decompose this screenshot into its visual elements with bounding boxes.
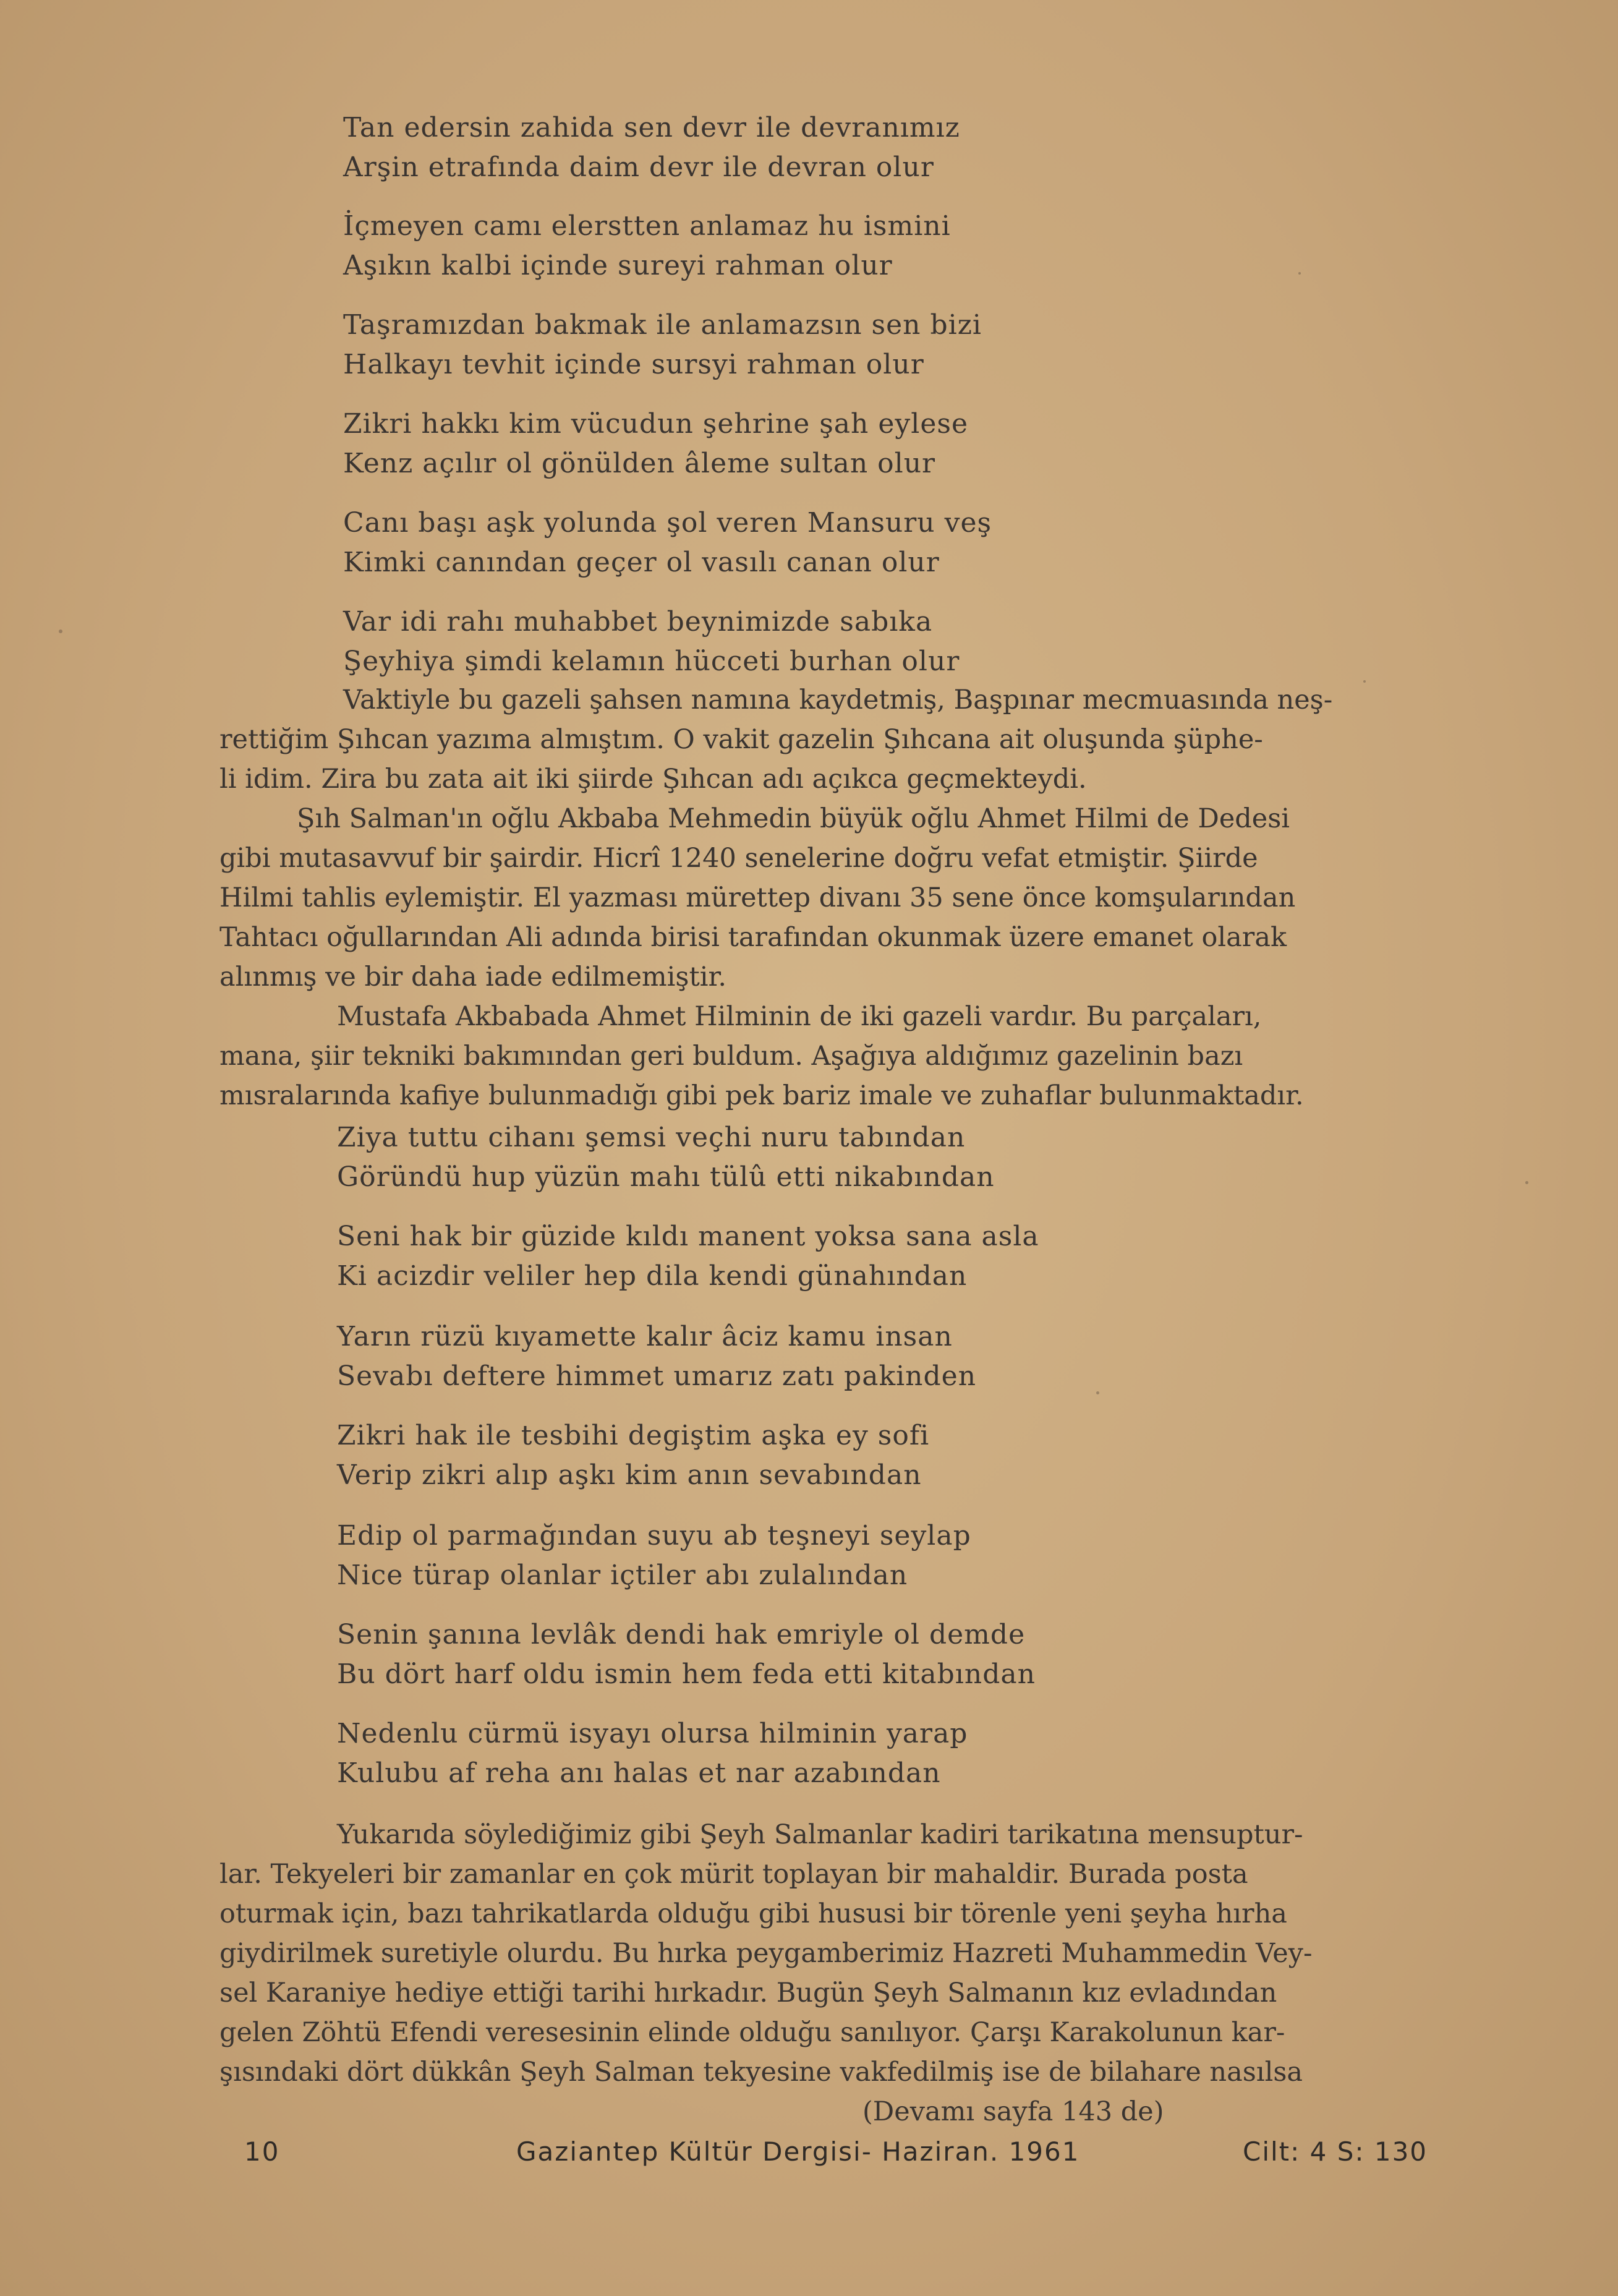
page-number: 10 [244, 2136, 280, 2167]
poem-line: Var idi rahı muhabbet beynimizde sabıka [343, 606, 933, 638]
poem-line: Verip zikri alıp aşkı kim anın sevabından [337, 1459, 922, 1491]
poem-couplet [337, 1615, 1036, 1694]
poem-couplet [337, 1714, 968, 1793]
prose-line: gibi mutasavvuf bir şairdir. Hicrî 1240 senelerine doğru vefat etmiştir. Şiirde [219, 843, 1258, 874]
prose-line: rettiğim Şıhcan yazıma almıştım. O vakit gazelin Şıhcana ait oluşunda şüphe- [219, 724, 1263, 755]
poem-line: Sevabı deftere himmet umarız zatı pakinden [337, 1360, 977, 1392]
poem-line: Taşramızdan bakmak ile anlamazsın sen bizi [343, 309, 982, 341]
poem-couplet [337, 1217, 1039, 1296]
poem-couplet [337, 1516, 971, 1595]
poem-line: Kimki canından geçer ol vasılı canan olur [343, 547, 940, 578]
poem-couplet [343, 305, 982, 385]
poem-line: Canı başı aşk yolunda şol veren Mansuru veş [343, 507, 992, 539]
poem-couplet [337, 1118, 995, 1197]
poem-couplet [337, 1416, 929, 1495]
poem-line: İçmeyen camı elerstten anlamaz hu ismini [343, 210, 951, 242]
poem-line: Ki acizdir veliler hep dila kendi günahından [337, 1260, 968, 1292]
prose-line: Tahtacı oğullarından Ali adında birisi tarafından okunmak üzere emanet olarak [219, 922, 1287, 953]
poem-line: Zikri hak ile tesbihi degiştim aşka ey sofi [337, 1420, 930, 1451]
poem-line: Bu dört harf oldu ismin hem feda etti kitabından [337, 1658, 1036, 1690]
poem-line: Zikri hakkı kim vücudun şehrine şah eylese [343, 408, 968, 440]
prose-line: Şıh Salman'ın oğlu Akbaba Mehmedin büyük oğlu Ahmet Hilmi de Dedesi [297, 803, 1290, 834]
prose-line: Mustafa Akbabada Ahmet Hilminin de iki gazeli vardır. Bu parçaları, [337, 1001, 1262, 1032]
commentary-paragraph-two [219, 1815, 1312, 2132]
prose-line: giydirilmek suretiyle olurdu. Bu hırka peygamberimiz Hazreti Muhammedin Vey- [219, 1938, 1313, 1969]
poem-couplet [343, 602, 960, 681]
print-speck [1096, 1391, 1099, 1394]
volume-issue: Cilt: 4 S: 130 [1243, 2136, 1428, 2167]
poem-line: Tan edersin zahida sen devr ile devranımız [343, 112, 960, 143]
prose-line: şısındaki dört dükkân Şeyh Salman tekyesine vakfedilmiş ise de bilahare nasılsa [219, 2057, 1303, 2088]
prose-line: oturmak için, bazı tahrikatlarda olduğu gibi hususi bir törenle yeni şeyha hırha [219, 1898, 1287, 1929]
poem-couplet [343, 207, 951, 286]
prose-line: Hilmi tahlis eylemiştir. El yazması mürettep divanı 35 sene önce komşularından [219, 882, 1296, 913]
continued-note: (Devamı sayfa 143 de) [862, 2096, 1164, 2127]
poem-line: Aşıkın kalbi içinde sureyi rahman olur [343, 250, 893, 281]
prose-line: Yukarıda söylediğimiz gibi Şeyh Salmanlar kadiri tarikatına mensuptur- [337, 1819, 1303, 1850]
poem-line: Nedenlu cürmü isyayı olursa hilminin yarap [337, 1718, 968, 1749]
poem-line: Yarın rüzü kıyamette kalır âciz kamu insan [337, 1321, 953, 1352]
poem-line: Ziya tuttu cihanı şemsi veçhi nuru tabından [337, 1122, 966, 1153]
prose-line: mısralarında kafiye bulunmadığı gibi pek bariz imale ve zuhaflar bulunmaktadır. [219, 1080, 1304, 1111]
poem-line: Kenz açılır ol gönülden âleme sultan olur [343, 448, 936, 479]
poem-line: Göründü hup yüzün mahı tülû etti nikabından [337, 1161, 995, 1193]
prose-line: lar. Tekyeleri bir zamanlar en çok mürit toplayan bir mahaldir. Burada posta [219, 1859, 1248, 1890]
prose-line: li idim. Zira bu zata ait iki şiirde Şıhcan adı açıkca geçmekteydi. [219, 764, 1087, 795]
prose-line: alınmış ve bir daha iade edilmemiştir. [219, 962, 727, 992]
prose-line: gelen Zöhtü Efendi veresesinin elinde olduğu sanılıyor. Çarşı Karakolunun kar- [219, 2017, 1285, 2048]
poem-line: Kulubu af reha anı halas et nar azabından [337, 1757, 941, 1789]
print-speck [1525, 1181, 1528, 1184]
print-speck [1298, 272, 1301, 275]
prose-line: sel Karaniye hediye ettiği tarihi hırkadır. Bugün Şeyh Salmanın kız evladından [219, 1978, 1277, 2008]
poem-couplet [337, 1317, 976, 1396]
commentary-paragraph-one [219, 680, 1332, 1116]
prose-line: mana, şiir tekniki bakımından geri buldum. Aşağıya aldığımız gazelinin bazı [219, 1041, 1243, 1072]
print-speck [1363, 680, 1366, 683]
poem-couplet [343, 503, 992, 583]
poem-line: Şeyhiya şimdi kelamın hücceti burhan olur [343, 646, 960, 677]
poem-line: Edip ol parmağından suyu ab teşneyi seylap [337, 1520, 971, 1551]
poem-line: Senin şanına levlâk dendi hak emriyle ol demde [337, 1619, 1026, 1650]
journal-title: Gaziantep Kültür Dergisi- Haziran. 1961 [516, 2136, 1080, 2167]
poem-couplet [343, 404, 968, 484]
prose-line: Vaktiyle bu gazeli şahsen namına kaydetmiş, Başpınar mecmuasında neş- [343, 685, 1333, 715]
print-speck [59, 629, 62, 633]
poem-line: Arşin etrafında daim devr ile devran olur [343, 152, 934, 183]
poem-couplet [343, 108, 960, 187]
poem-line: Nice türap olanlar içtiler abı zulalından [337, 1560, 908, 1591]
poem-line: Halkayı tevhit içinde sursyi rahman olur [343, 349, 924, 380]
poem-line: Seni hak bir güzide kıldı manent yoksa sana asla [337, 1221, 1039, 1252]
